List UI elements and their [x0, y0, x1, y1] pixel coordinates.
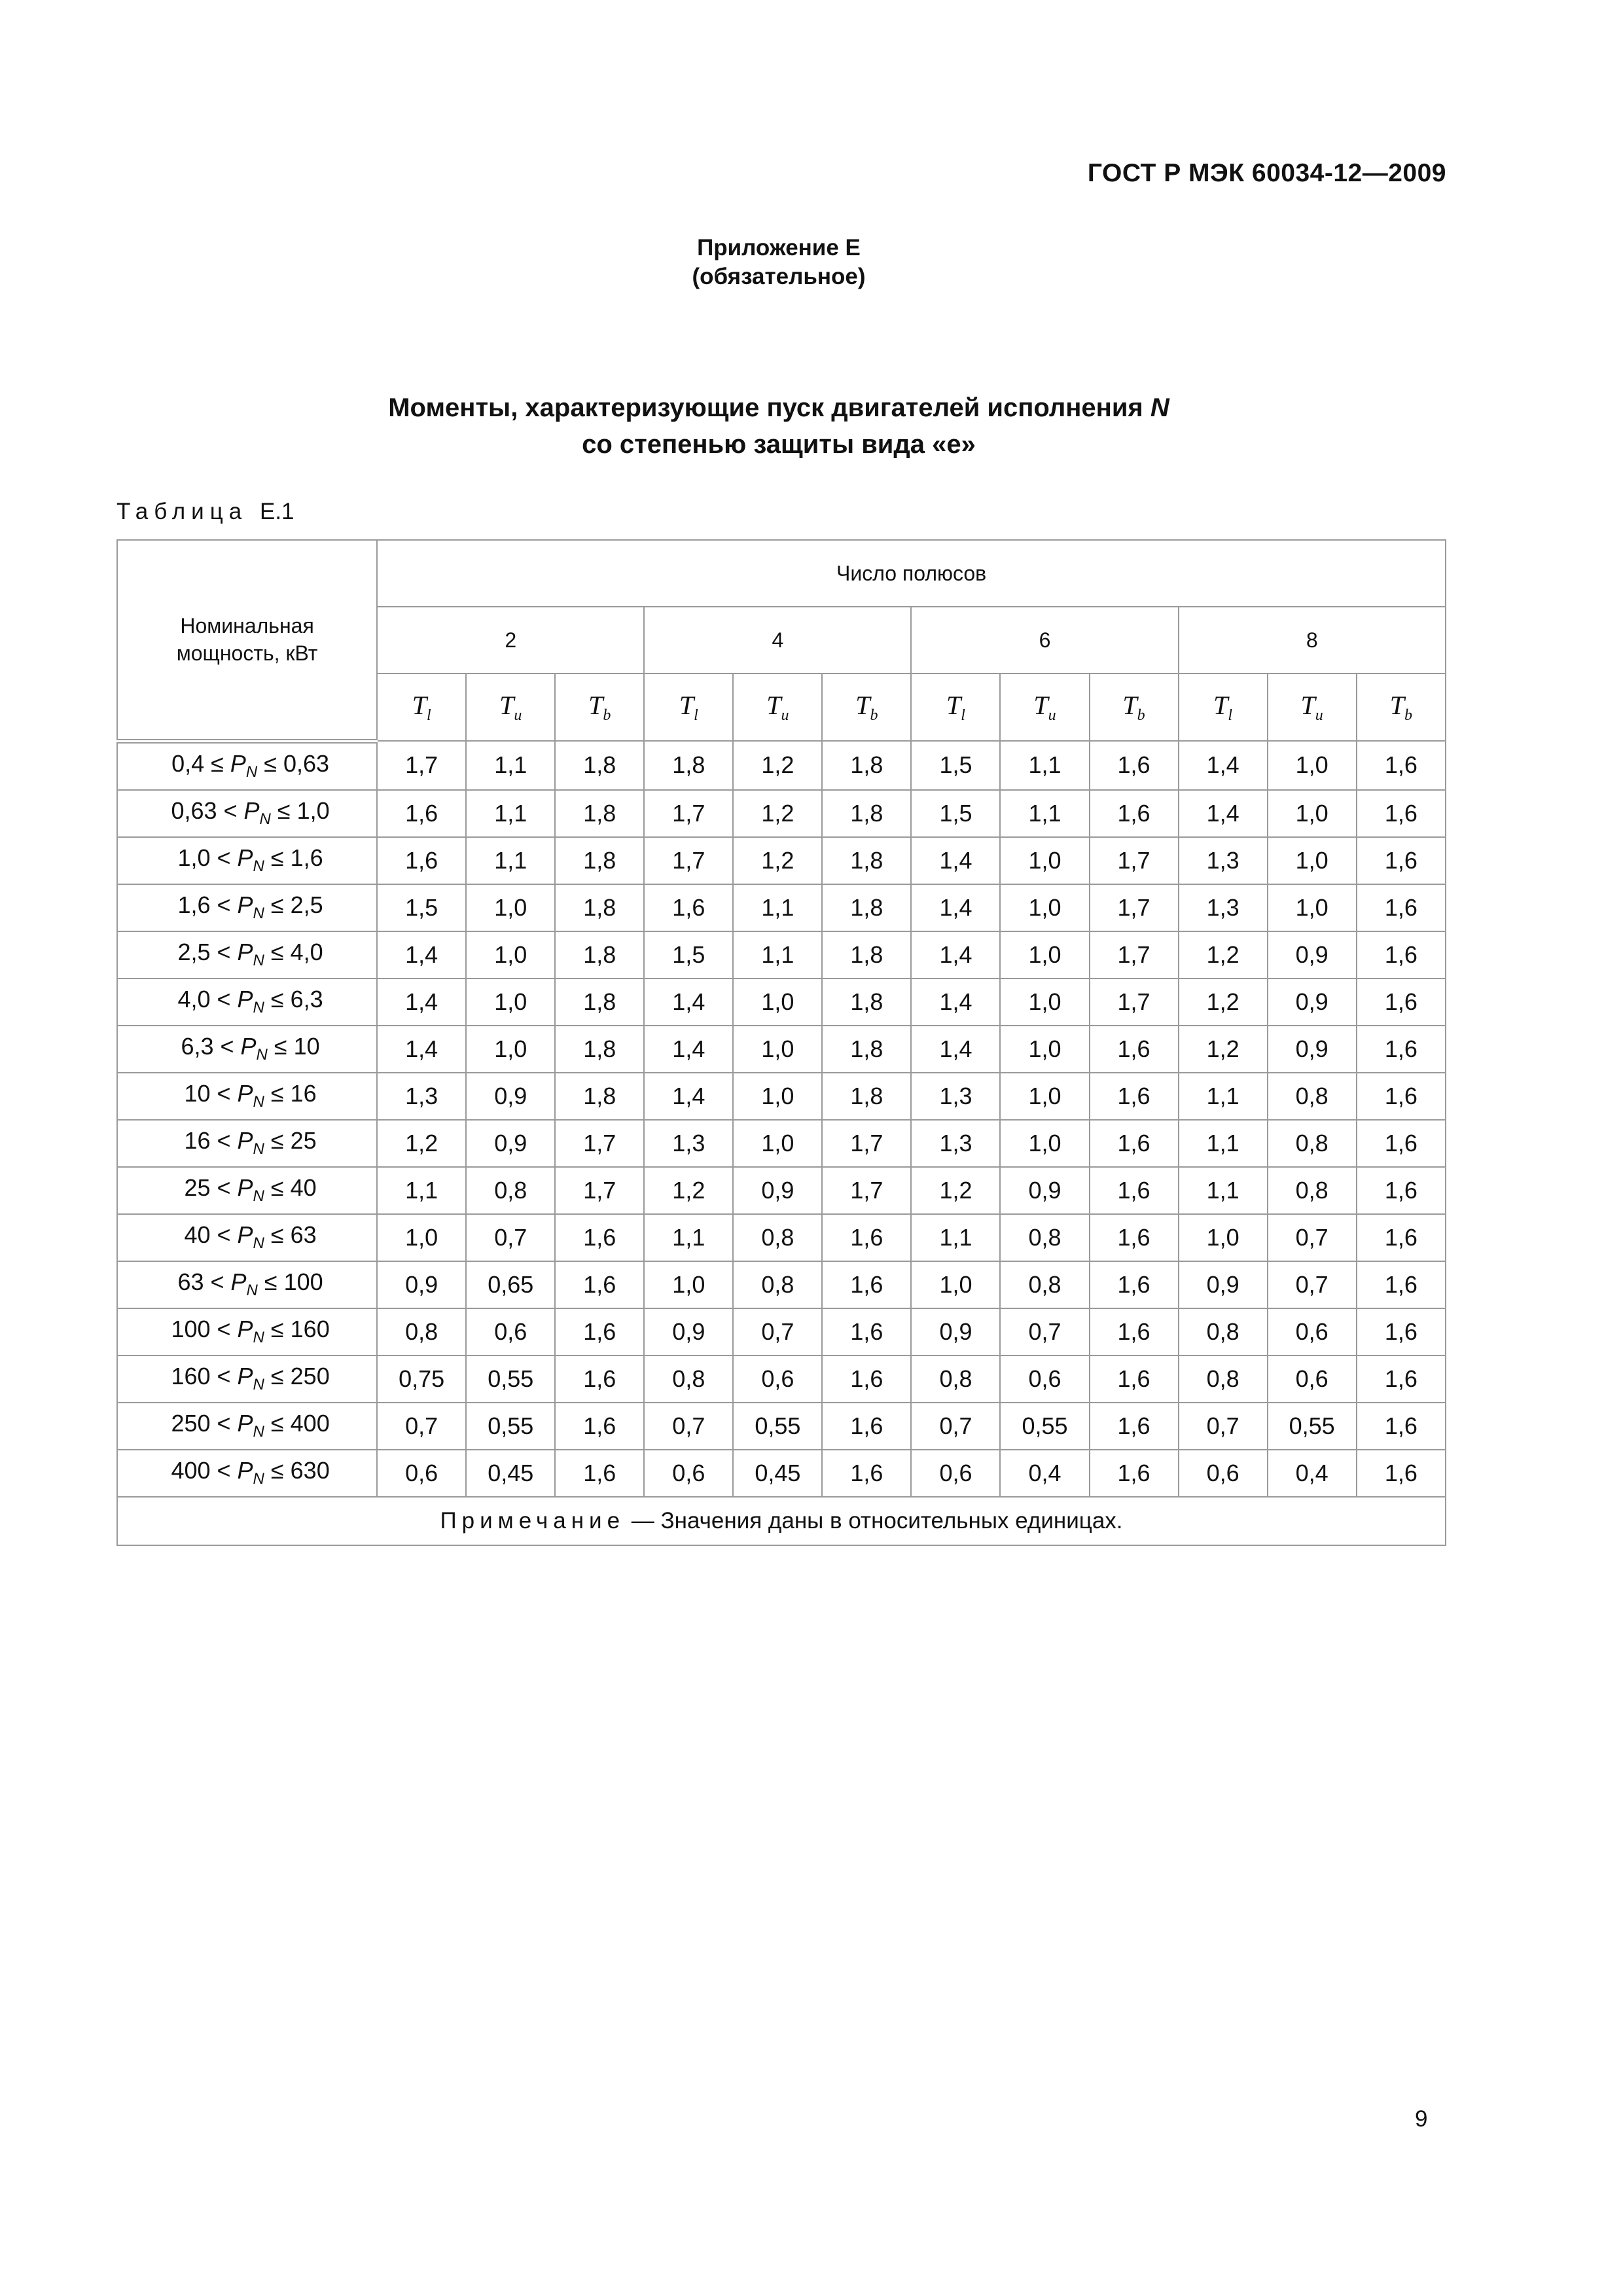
table-cell: 1,6: [1357, 884, 1446, 931]
table-cell: 1,2: [911, 1167, 1000, 1214]
table-cell: 1,6: [377, 790, 466, 837]
table-cell: 1,4: [911, 884, 1000, 931]
table-cell: 1,1: [733, 884, 822, 931]
torque-symbol-header: $T_l$: [644, 673, 733, 741]
section-title: [0, 389, 1558, 463]
table-row: [117, 1450, 1446, 1497]
table-cell: 1,5: [911, 790, 1000, 837]
table-cell: 1,6: [822, 1355, 911, 1403]
table-cell: 1,6: [1357, 978, 1446, 1026]
table-cell: 1,4: [644, 978, 733, 1026]
table-cell: 1,6: [1357, 931, 1446, 978]
table-cell: 1,6: [822, 1261, 911, 1308]
table-cell: 1,3: [1179, 837, 1268, 884]
torque-symbol-header: $T_l$: [377, 673, 466, 741]
pole-count-header: 6: [911, 607, 1178, 673]
table-cell: 1,8: [822, 1026, 911, 1073]
table-cell: 0,55: [1268, 1403, 1357, 1450]
table-cell: 0,9: [1268, 978, 1357, 1026]
table-cell: 0,7: [644, 1403, 733, 1450]
table-cell: 0,8: [466, 1167, 555, 1214]
torque-symbol-header: $T_u$: [466, 673, 555, 741]
table-label-number: E.1: [259, 499, 294, 524]
table-cell: 1,0: [733, 978, 822, 1026]
table-cell: 1,0: [1268, 741, 1357, 790]
table-cell: 1,8: [822, 741, 911, 790]
table-cell: 1,0: [733, 1120, 822, 1167]
table-cell: 0,6: [733, 1355, 822, 1403]
power-range-cell: $400 < P_N \le 630$: [117, 1450, 377, 1497]
table-cell: 1,0: [1000, 1120, 1089, 1167]
table-row: [117, 1120, 1446, 1167]
table-cell: 1,6: [555, 1355, 644, 1403]
table-label-word: Таблица: [116, 499, 248, 524]
table-cell: 0,4: [1000, 1450, 1089, 1497]
table-cell: 1,8: [822, 837, 911, 884]
table-cell: 1,7: [1090, 931, 1179, 978]
table-row: [117, 837, 1446, 884]
table-cell: 0,7: [1268, 1261, 1357, 1308]
torque-symbol-header: $T_u$: [1268, 673, 1357, 741]
document-header-id: ГОСТ Р МЭК 60034-12—2009: [1087, 159, 1446, 187]
torque-symbol-header: $T_b$: [1090, 673, 1179, 741]
table-cell: 1,4: [911, 978, 1000, 1026]
table-cell: 0,65: [466, 1261, 555, 1308]
annex-heading: [0, 234, 1558, 291]
table-cell: 0,6: [377, 1450, 466, 1497]
table-cell: 0,8: [1268, 1073, 1357, 1120]
power-range-cell: $100 < P_N \le 160$: [117, 1308, 377, 1355]
table-cell: 0,8: [1179, 1355, 1268, 1403]
power-range-cell: $4,0 < P_N \le 6,3$: [117, 978, 377, 1026]
table-cell: 1,4: [911, 837, 1000, 884]
poles-header: Число полюсов: [377, 540, 1446, 607]
table-cell: 1,2: [644, 1167, 733, 1214]
table-cell: 1,0: [1000, 931, 1089, 978]
table-cell: 0,6: [1000, 1355, 1089, 1403]
power-range-cell: $6,3 < P_N \le 10$: [117, 1026, 377, 1073]
table-cell: 1,7: [822, 1120, 911, 1167]
table-cell: 1,6: [1090, 741, 1179, 790]
table-cell: 1,8: [555, 837, 644, 884]
table-row: [117, 1214, 1446, 1261]
table-cell: 1,6: [1090, 1261, 1179, 1308]
table-cell: 1,1: [911, 1214, 1000, 1261]
table-cell: 1,0: [644, 1261, 733, 1308]
annex-status: (обязательное): [692, 264, 866, 289]
table-cell: 1,0: [1000, 1073, 1089, 1120]
table-cell: 1,0: [911, 1261, 1000, 1308]
table-cell: 0,7: [733, 1308, 822, 1355]
table-cell: 1,6: [1357, 1073, 1446, 1120]
table-cell: 1,2: [377, 1120, 466, 1167]
table-cell: 0,7: [1000, 1308, 1089, 1355]
table-cell: 1,6: [1357, 1450, 1446, 1497]
table-cell: 1,1: [1179, 1073, 1268, 1120]
table-cell: 1,1: [1179, 1167, 1268, 1214]
table-cell: 0,8: [911, 1355, 1000, 1403]
table-cell: 1,0: [1179, 1214, 1268, 1261]
table-cell: 0,9: [377, 1261, 466, 1308]
table-cell: 1,4: [377, 931, 466, 978]
table-cell: 1,4: [377, 978, 466, 1026]
power-range-cell: $1,6 < P_N \le 2,5$: [117, 884, 377, 931]
table-cell: 1,1: [1179, 1120, 1268, 1167]
table-cell: 1,3: [911, 1120, 1000, 1167]
table-row: [117, 884, 1446, 931]
table-cell: 1,6: [1357, 1167, 1446, 1214]
power-range-cell: $160 < P_N \le 250$: [117, 1355, 377, 1403]
table-cell: 1,6: [1090, 1308, 1179, 1355]
table-cell: 1,6: [822, 1403, 911, 1450]
table-cell: 1,1: [1000, 741, 1089, 790]
table-cell: 1,1: [733, 931, 822, 978]
table-cell: 1,6: [1090, 1120, 1179, 1167]
pole-count-header: 2: [377, 607, 644, 673]
table-cell: 1,0: [733, 1026, 822, 1073]
table-cell: 1,1: [466, 741, 555, 790]
power-range-cell: $0,63 < P_N \le 1,0$: [117, 790, 377, 837]
table-cell: 1,6: [1090, 1167, 1179, 1214]
table-cell: 1,7: [377, 741, 466, 790]
table-cell: 1,1: [377, 1167, 466, 1214]
table-row: [117, 1308, 1446, 1355]
table-cell: 1,6: [1090, 1073, 1179, 1120]
table-row: [117, 1073, 1446, 1120]
table-cell: 1,0: [1000, 1026, 1089, 1073]
table-cell: 1,6: [822, 1214, 911, 1261]
table-cell: 0,9: [733, 1167, 822, 1214]
table-cell: 1,6: [1357, 1355, 1446, 1403]
table-cell: 1,6: [1357, 1403, 1446, 1450]
table-cell: 1,7: [644, 790, 733, 837]
table-cell: 1,8: [555, 1073, 644, 1120]
power-range-cell: $40 < P_N \le 63$: [117, 1214, 377, 1261]
table-cell: 1,3: [644, 1120, 733, 1167]
table-cell: 1,6: [1357, 741, 1446, 790]
table-cell: 0,45: [733, 1450, 822, 1497]
torque-symbol-header: $T_u$: [1000, 673, 1089, 741]
table-cell: 1,6: [377, 837, 466, 884]
table-cell: 0,8: [377, 1308, 466, 1355]
table-cell: 1,0: [1268, 884, 1357, 931]
table-cell: 1,3: [911, 1073, 1000, 1120]
table-cell: 0,8: [1268, 1167, 1357, 1214]
table-cell: 1,0: [1268, 790, 1357, 837]
table-cell: 0,8: [733, 1261, 822, 1308]
table-cell: 1,4: [644, 1073, 733, 1120]
table-cell: 1,7: [555, 1120, 644, 1167]
table-cell: 0,55: [1000, 1403, 1089, 1450]
table-cell: 0,8: [733, 1214, 822, 1261]
table-cell: 1,8: [822, 1073, 911, 1120]
table-cell: 1,6: [555, 1450, 644, 1497]
table-cell: 1,6: [555, 1214, 644, 1261]
table-cell: 1,2: [733, 790, 822, 837]
table-cell: 1,6: [1090, 1355, 1179, 1403]
table-cell: 1,8: [555, 741, 644, 790]
table-cell: 1,6: [555, 1308, 644, 1355]
table-cell: 0,4: [1268, 1450, 1357, 1497]
table-row: [117, 1167, 1446, 1214]
table-cell: 0,6: [1179, 1450, 1268, 1497]
table-cell: 1,2: [733, 837, 822, 884]
table-cell: 1,6: [1357, 1214, 1446, 1261]
section-title-line1: Моменты, характеризующие пуск двигателей исполнения N: [388, 393, 1169, 422]
table-cell: 1,4: [1179, 741, 1268, 790]
table-cell: 1,7: [555, 1167, 644, 1214]
table-cell: 1,2: [1179, 978, 1268, 1026]
table-cell: 1,2: [1179, 1026, 1268, 1073]
table-cell: 1,2: [1179, 931, 1268, 978]
table-row: [117, 1355, 1446, 1403]
table-cell: 1,6: [555, 1261, 644, 1308]
table-cell: 1,4: [911, 931, 1000, 978]
table-row: [117, 790, 1446, 837]
power-range-cell: $16 < P_N \le 25$: [117, 1120, 377, 1167]
power-range-cell: $0,4 \le P_N \le 0,63$: [117, 741, 377, 790]
table-row: [117, 1261, 1446, 1308]
table-cell: 1,1: [466, 837, 555, 884]
power-range-cell: $2,5 < P_N \le 4,0$: [117, 931, 377, 978]
table-cell: 1,0: [466, 1026, 555, 1073]
table-cell: 1,0: [466, 884, 555, 931]
table-cell: 0,55: [466, 1355, 555, 1403]
table-cell: 1,8: [822, 884, 911, 931]
table-cell: 1,4: [911, 1026, 1000, 1073]
table-note: Примечание — Значения даны в относительных единицах.: [117, 1497, 1446, 1545]
table-row: [117, 931, 1446, 978]
table-cell: 1,7: [1090, 978, 1179, 1026]
torque-table: [116, 539, 1446, 1546]
table-cell: 0,8: [1000, 1261, 1089, 1308]
table-cell: 1,0: [1000, 837, 1089, 884]
power-range-cell: $25 < P_N \le 40$: [117, 1167, 377, 1214]
table-cell: 0,7: [466, 1214, 555, 1261]
table-cell: 1,5: [377, 884, 466, 931]
table-cell: 1,6: [1357, 1120, 1446, 1167]
table-cell: 1,1: [466, 790, 555, 837]
table-cell: 0,6: [1268, 1355, 1357, 1403]
table-cell: 1,6: [555, 1403, 644, 1450]
power-range-cell: $10 < P_N \le 16$: [117, 1073, 377, 1120]
table-cell: 1,6: [1357, 790, 1446, 837]
table-cell: 1,6: [822, 1450, 911, 1497]
table-row: [117, 1026, 1446, 1073]
table-cell: 1,4: [377, 1026, 466, 1073]
table-cell: 0,9: [1000, 1167, 1089, 1214]
table-cell: 1,0: [466, 931, 555, 978]
table-cell: 1,6: [1090, 790, 1179, 837]
section-title-line2: со степенью защиты вида «е»: [582, 430, 976, 459]
table-cell: 0,45: [466, 1450, 555, 1497]
table-cell: 1,0: [1000, 884, 1089, 931]
annex-title: Приложение E: [697, 235, 861, 260]
table-cell: 0,6: [1268, 1308, 1357, 1355]
table-cell: 0,8: [1268, 1120, 1357, 1167]
table-cell: 1,8: [555, 1026, 644, 1073]
table-cell: 1,6: [1090, 1026, 1179, 1073]
table-cell: 1,0: [1000, 978, 1089, 1026]
table-cell: 0,6: [911, 1450, 1000, 1497]
torque-symbol-header: $T_l$: [1179, 673, 1268, 741]
table-cell: 0,55: [466, 1403, 555, 1450]
table-cell: 0,9: [466, 1120, 555, 1167]
table-cell: 1,6: [1357, 1026, 1446, 1073]
table-cell: 1,8: [555, 931, 644, 978]
table-cell: 1,6: [1090, 1214, 1179, 1261]
table-cell: 0,8: [644, 1355, 733, 1403]
table-cell: 0,8: [1179, 1308, 1268, 1355]
table-row: [117, 741, 1446, 790]
table-cell: 1,6: [1090, 1403, 1179, 1450]
table-cell: 1,7: [1090, 837, 1179, 884]
power-range-cell: $250 < P_N \le 400$: [117, 1403, 377, 1450]
table-cell: 0,9: [644, 1308, 733, 1355]
table-cell: 0,7: [1268, 1214, 1357, 1261]
table-cell: 1,7: [644, 837, 733, 884]
table-cell: 1,5: [911, 741, 1000, 790]
table-cell: 0,75: [377, 1355, 466, 1403]
table-cell: 1,8: [822, 978, 911, 1026]
table-cell: 1,8: [555, 884, 644, 931]
table-cell: 1,4: [1179, 790, 1268, 837]
table-cell: 1,7: [822, 1167, 911, 1214]
table-cell: 0,7: [911, 1403, 1000, 1450]
table-cell: 0,8: [1000, 1214, 1089, 1261]
table-row: [117, 1403, 1446, 1450]
table-cell: 1,3: [377, 1073, 466, 1120]
power-column-header: Номинальная мощность, кВт: [117, 540, 377, 741]
table-cell: 1,0: [1268, 837, 1357, 884]
table-cell: 1,6: [644, 884, 733, 931]
table-cell: 0,6: [644, 1450, 733, 1497]
table-cell: 1,6: [1090, 1450, 1179, 1497]
torque-symbol-header: $T_b$: [555, 673, 644, 741]
table-cell: 1,8: [822, 790, 911, 837]
table-cell: 1,0: [733, 1073, 822, 1120]
table-cell: 0,9: [911, 1308, 1000, 1355]
power-range-cell: $1,0 < P_N \le 1,6$: [117, 837, 377, 884]
table-cell: 1,8: [644, 741, 733, 790]
torque-symbol-header: $T_l$: [911, 673, 1000, 741]
table-cell: 1,1: [644, 1214, 733, 1261]
table-cell: 1,8: [822, 931, 911, 978]
table-cell: 1,0: [377, 1214, 466, 1261]
page-number: 9: [1415, 2106, 1428, 2132]
table-cell: 1,8: [555, 978, 644, 1026]
table-cell: 0,7: [377, 1403, 466, 1450]
table-cell: 0,6: [466, 1308, 555, 1355]
torque-symbol-header: $T_b$: [822, 673, 911, 741]
table-cell: 0,7: [1179, 1403, 1268, 1450]
table-cell: 1,2: [733, 741, 822, 790]
table-cell: 0,55: [733, 1403, 822, 1450]
table-cell: 0,9: [466, 1073, 555, 1120]
table-cell: 1,8: [555, 790, 644, 837]
table-cell: 1,1: [1000, 790, 1089, 837]
table-cell: 0,9: [1179, 1261, 1268, 1308]
table-cell: 1,6: [822, 1308, 911, 1355]
table-cell: 1,5: [644, 931, 733, 978]
table-row: [117, 978, 1446, 1026]
power-range-cell: $63 < P_N \le 100$: [117, 1261, 377, 1308]
torque-symbol-header: $T_b$: [1357, 673, 1446, 741]
table-cell: 1,6: [1357, 1308, 1446, 1355]
pole-count-header: 4: [644, 607, 911, 673]
table-cell: 0,9: [1268, 1026, 1357, 1073]
pole-count-header: 8: [1179, 607, 1446, 673]
table-cell: 1,3: [1179, 884, 1268, 931]
table-cell: 1,4: [644, 1026, 733, 1073]
table-cell: 1,0: [466, 978, 555, 1026]
table-label: [116, 499, 294, 525]
table-cell: 1,7: [1090, 884, 1179, 931]
table-cell: 1,6: [1357, 1261, 1446, 1308]
table-cell: 0,9: [1268, 931, 1357, 978]
torque-symbol-header: $T_u$: [733, 673, 822, 741]
table-cell: 1,6: [1357, 837, 1446, 884]
